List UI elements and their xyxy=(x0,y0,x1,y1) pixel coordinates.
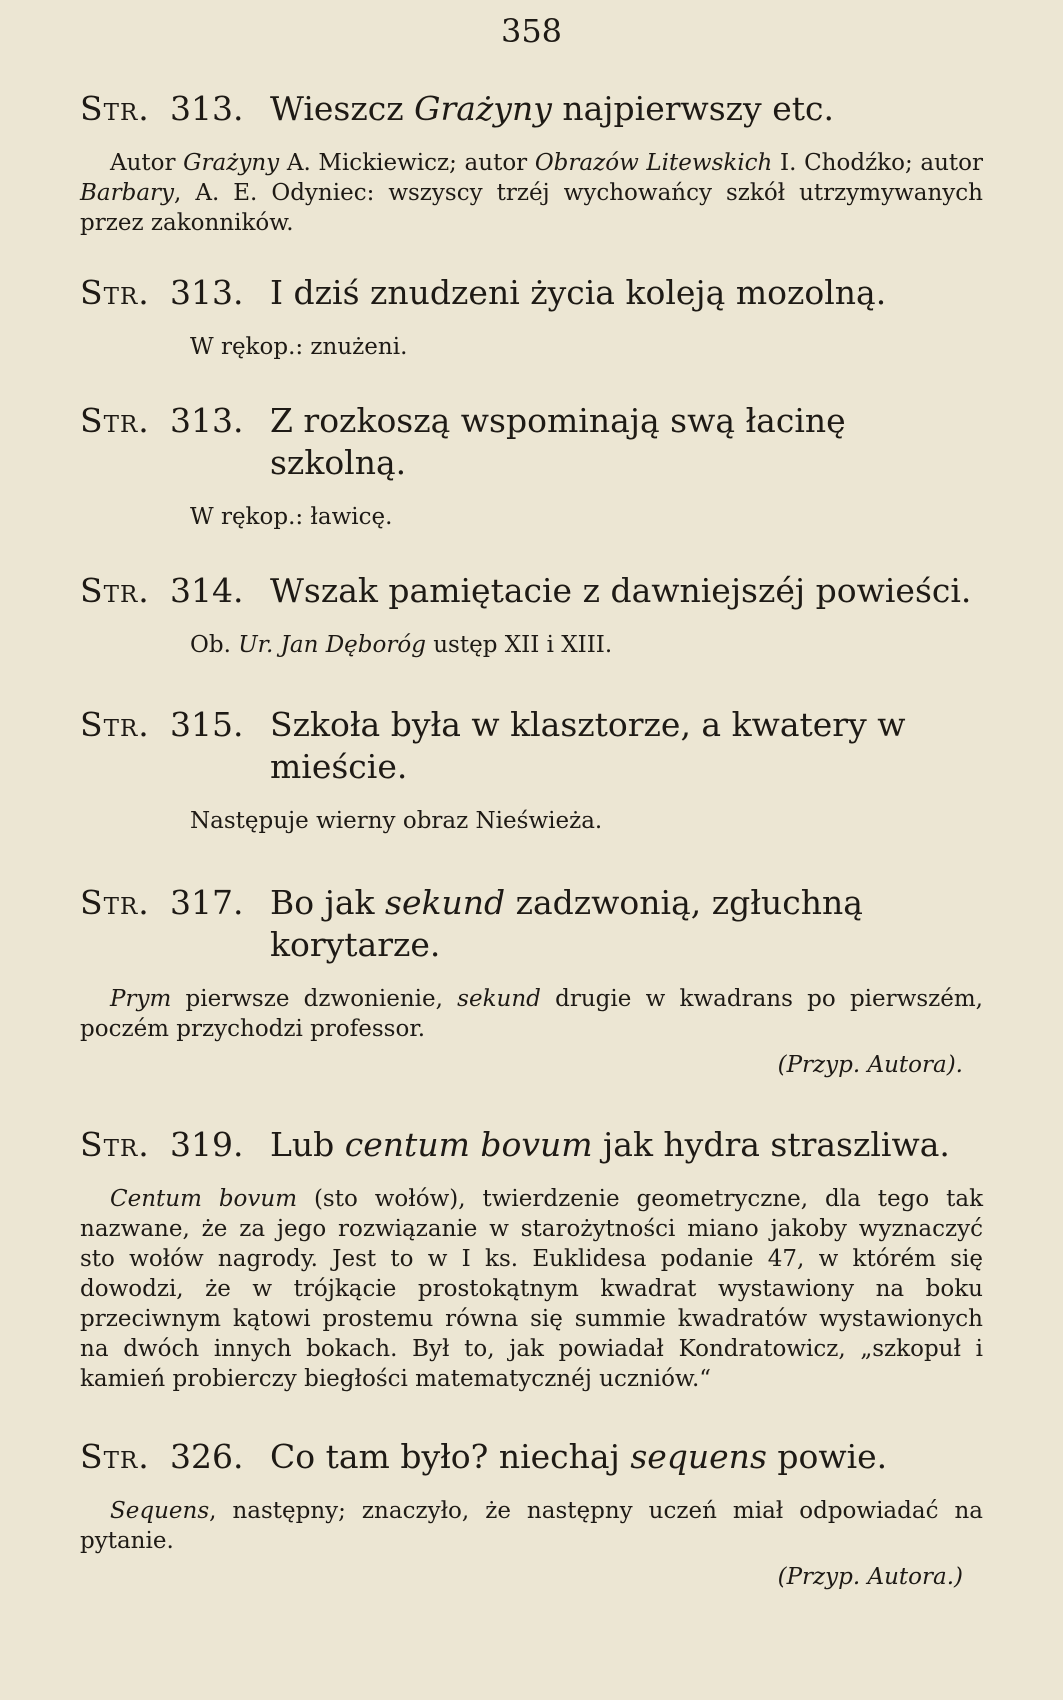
footnote-run: I. Chodźko; autor xyxy=(772,150,983,176)
footnote-run: Prym xyxy=(110,986,172,1012)
str-label: Str. xyxy=(80,273,150,312)
entry xyxy=(80,400,983,532)
verse-quote xyxy=(270,88,983,130)
footnote-run: , następny; znaczyło, że następny uczeń miał odpowiadać na pytanie. xyxy=(80,1498,983,1554)
footnote-run: Barbary xyxy=(80,180,175,206)
spacer xyxy=(80,1080,983,1124)
footnote-run: Autor xyxy=(110,150,184,176)
verse-quote xyxy=(270,400,983,484)
footnote-text xyxy=(80,148,983,238)
verse-quote xyxy=(270,882,983,966)
footnote-run: pierwsze dzwonienie, xyxy=(171,986,458,1012)
footnote xyxy=(80,630,983,660)
page-reference: 313. xyxy=(170,401,244,440)
footnote-run: Centum bovum xyxy=(110,1186,298,1212)
footnote-run: (sto wołów), twierdzenie geometryczne, dla tego tak nazwane, że za jego rozwiązanie w starożytności miano jakoby wyznaczyć sto wołów nagrody. Jest to w I ks. Euklidesa podanie 47, w którém się dowodzi, że w trójkącie prostokątnym kwadrat wystawiony na boku przeciwnym kątowi prostemu równa się summie kwadratów wystawionych na dwóch innych bokach. Był to, jak powiadał Kondratowicz, „szkopuł i kamień probierczy biegłości matematycznéj uczniów.“ xyxy=(80,1186,984,1392)
verse-quote-run: jak hydra straszliwa. xyxy=(592,1125,950,1164)
signature-line xyxy=(80,1562,983,1592)
page-reference: 326. xyxy=(170,1437,244,1476)
spacer xyxy=(80,1394,983,1436)
footnote-run: , A. E. Odyniec: wszyscy trzéj wychowańcy szkół utrzymywanych przez zakonników. xyxy=(80,180,983,236)
spacer xyxy=(80,362,983,400)
entry xyxy=(80,272,983,362)
page-reference: 313. xyxy=(170,273,244,312)
str-label: Str. xyxy=(80,1437,150,1476)
verse-quote-run: najpierwszy etc. xyxy=(551,89,834,128)
entry-heading xyxy=(80,1436,983,1478)
author-note-signature: (Przyp. Autora.) xyxy=(777,1564,963,1590)
str-label: Str. xyxy=(80,705,150,744)
author-note-signature: (Przyp. Autora). xyxy=(777,1052,963,1078)
verse-quote-run: Lub xyxy=(270,1125,345,1164)
verse-quote-run: sequens xyxy=(630,1437,767,1476)
str-label: Str. xyxy=(80,1125,150,1164)
str-label: Str. xyxy=(80,89,150,128)
page-reference: 317. xyxy=(170,883,244,922)
verse-quote-run: Z rozkoszą wspominają swą łacinę szkolną. xyxy=(270,401,846,482)
str-label: Str. xyxy=(80,571,150,610)
entry xyxy=(80,570,983,660)
page-reference: 319. xyxy=(170,1125,244,1164)
verse-quote-run: powie. xyxy=(766,1437,888,1476)
verse-quote-run: sekund xyxy=(385,883,506,922)
footnote-text xyxy=(80,1496,983,1556)
footnote-text xyxy=(80,332,983,362)
signature-line xyxy=(80,1050,983,1080)
footnote-run: sekund xyxy=(457,986,541,1012)
footnote xyxy=(80,148,983,238)
spacer xyxy=(80,532,983,570)
footnote-text xyxy=(80,1184,983,1394)
entry xyxy=(80,88,983,238)
page-reference: 315. xyxy=(170,705,244,744)
verse-quote-run: I dziś znudzeni życia koleją mozolną. xyxy=(270,273,887,312)
verse-quote-run: Co tam było? niechaj xyxy=(270,1437,631,1476)
footnote-run: W rękop.: znużeni. xyxy=(190,334,408,360)
verse-quote-run: Grażyny xyxy=(414,89,552,128)
footnote-text xyxy=(80,630,983,660)
footnote xyxy=(80,1184,983,1394)
verse-quote xyxy=(270,704,983,788)
entry-heading xyxy=(80,1124,983,1166)
page-reference: 314. xyxy=(170,571,244,610)
entry-heading xyxy=(80,400,983,484)
footnote-run: W rękop.: ławicę. xyxy=(190,504,393,530)
str-label: Str. xyxy=(80,401,150,440)
footnote-run: A. Mickiewicz; autor xyxy=(279,150,535,176)
entry xyxy=(80,882,983,1080)
page-number: 358 xyxy=(500,12,563,50)
page-reference: 313. xyxy=(170,89,244,128)
footnote-run: Ur. Jan Dęboróg xyxy=(238,632,426,658)
entry-heading xyxy=(80,570,983,612)
spacer xyxy=(80,660,983,704)
entry-heading xyxy=(80,272,983,314)
verse-quote xyxy=(270,1124,983,1166)
footnote xyxy=(80,1496,983,1592)
footnote-run: Grażyny xyxy=(183,150,280,176)
entry-heading xyxy=(80,88,983,130)
entry xyxy=(80,1436,983,1592)
verse-quote-run: Szkoła była w klasztorze, a kwatery w mieście. xyxy=(270,705,906,786)
footnote-text xyxy=(80,502,983,532)
verse-quote xyxy=(270,272,983,314)
verse-quote-run: Bo jak xyxy=(270,883,386,922)
footnote xyxy=(80,806,983,836)
verse-quote-run: centum bovum xyxy=(344,1125,593,1164)
footnote-run: drugie w kwadrans po pierwszém, poczém przychodzi professor. xyxy=(80,986,983,1042)
footnote-run: Ob. xyxy=(190,632,239,658)
footnote-run: Sequens xyxy=(110,1498,210,1524)
footnote-text xyxy=(80,806,983,836)
spacer xyxy=(80,238,983,272)
verse-quote xyxy=(270,570,983,612)
entry-heading xyxy=(80,704,983,788)
verse-quote-run: Wieszcz xyxy=(270,89,415,128)
verse-quote-run: zadzwonią, zgłuchną korytarze. xyxy=(270,883,863,964)
footnote xyxy=(80,984,983,1080)
footnote xyxy=(80,502,983,532)
verse-quote xyxy=(270,1436,983,1478)
spacer xyxy=(80,836,983,882)
footnote-run: Następuje wierny obraz Nieświeża. xyxy=(190,808,603,834)
entries-list xyxy=(80,88,983,1592)
footnote-run: Obrazów Litewskich xyxy=(534,150,773,176)
entry xyxy=(80,704,983,836)
footnote-text xyxy=(80,984,983,1044)
footnote-run: ustęp XII i XIII. xyxy=(425,632,613,658)
entry-heading xyxy=(80,882,983,966)
footnote xyxy=(80,332,983,362)
verse-quote-run: Wszak pamiętacie z dawniejszéj powieści. xyxy=(270,571,972,610)
entry xyxy=(80,1124,983,1394)
str-label: Str. xyxy=(80,883,150,922)
